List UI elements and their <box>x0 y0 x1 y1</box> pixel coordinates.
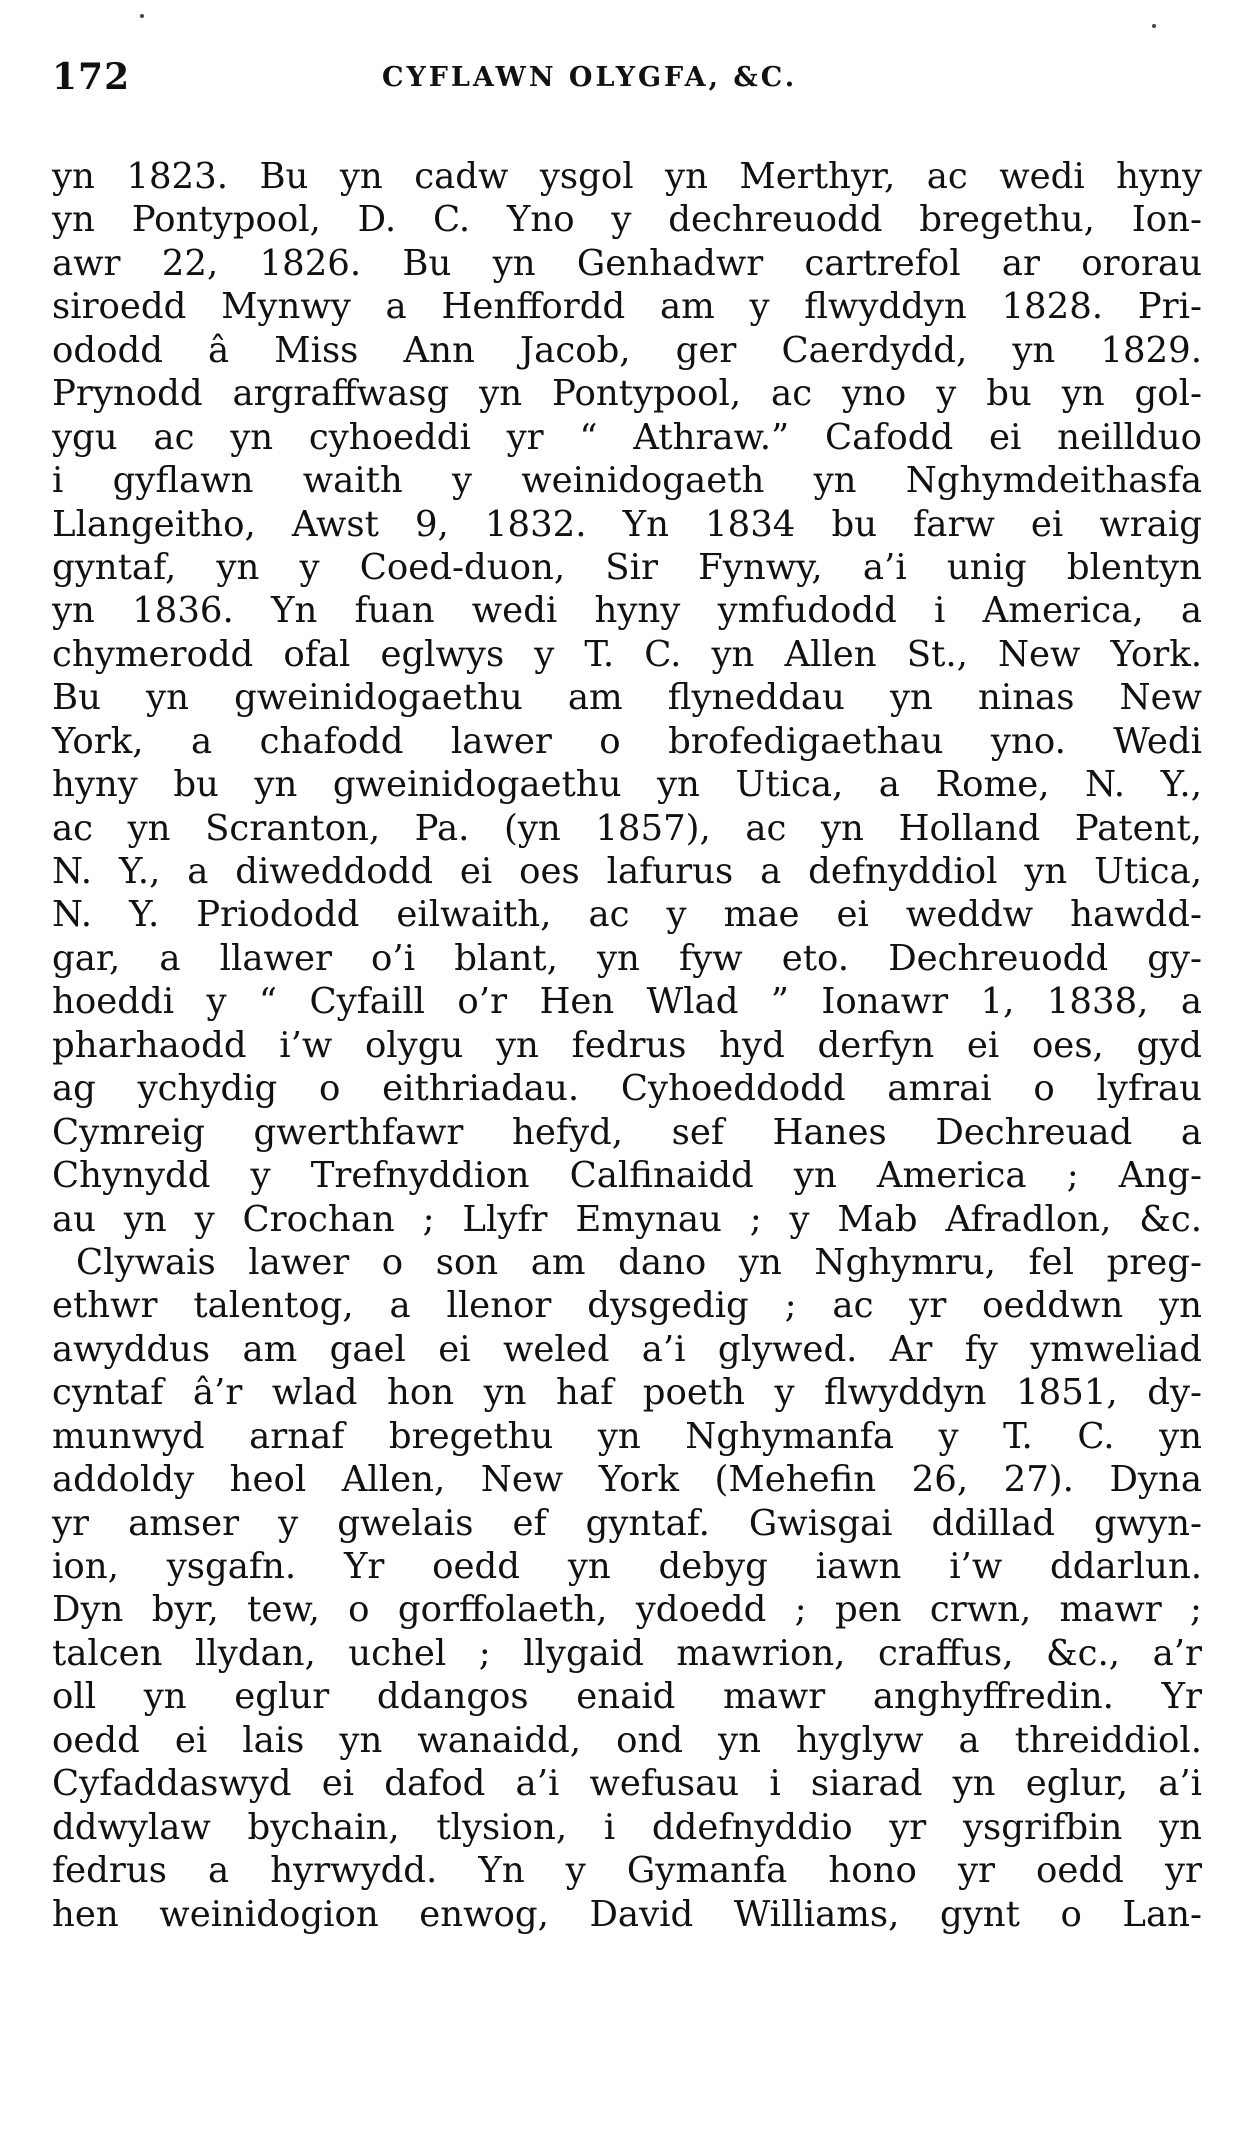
page-number: 172 <box>52 56 131 98</box>
print-speck <box>1152 24 1156 28</box>
text-line: pharhaodd i’w olygu yn fedrus hyd derfyn ei oes, gyd <box>52 1024 1202 1066</box>
running-title: CYFLAWN OLYGFA, &C. <box>382 62 798 93</box>
text-line: hen weinidogion enwog, David Williams, gynt o Lan- <box>52 1893 1202 1935</box>
text-line: ddwylaw bychain, tlysion, i ddefnyddio yr ysgrifbin yn <box>52 1806 1202 1848</box>
text-line: Llangeitho, Awst 9, 1832. Yn 1834 bu farw ei wraig <box>52 503 1202 545</box>
text-line: yn 1823. Bu yn cadw ysgol yn Merthyr, ac wedi hyny <box>52 156 1202 197</box>
text-line: yn 1836. Yn fuan wedi hyny ymfudodd i America, a <box>52 590 1202 632</box>
text-line: gyntaf, yn y Coed-duon, Sir Fynwy, a’i unig blentyn <box>52 546 1202 588</box>
text-line: i gyflawn waith y weinidogaeth yn Nghymdeithasfa <box>52 460 1202 502</box>
text-line: Bu yn gweinidogaethu am flyneddau yn ninas New <box>52 677 1202 719</box>
text-line: au yn y Crochan ; Llyfr Emynau ; y Mab Afradlon, &c. <box>52 1198 1202 1240</box>
text-line: awr 22, 1826. Bu yn Genhadwr cartrefol ar ororau <box>52 242 1202 284</box>
text-line: yr amser y gwelais ef gyntaf. Gwisgai ddillad gwyn- <box>52 1502 1202 1544</box>
text-line: Cymreig gwerthfawr hefyd, sef Hanes Dechreuad a <box>52 1111 1202 1153</box>
text-segment: ygu ac yn cyhoeddi yr “ Athraw.” Cafodd ei neillduo <box>52 416 1202 458</box>
text-line: ac yn Scranton, Pa. (yn 1857), ac yn Holland Patent, <box>52 807 1202 849</box>
text-line: awyddus am gael ei weled a’i glywed. Ar fy ymweliad <box>52 1328 1202 1370</box>
text-line: addoldy heol Allen, New York (Mehefin 26, 27). Dyna <box>52 1459 1202 1501</box>
text-line: York, a chafodd lawer o brofedigaethau yno. Wedi <box>52 720 1202 762</box>
print-speck <box>140 14 144 18</box>
text-line: gar, a llawer o’i blant, yn fyw eto. Dechreuodd gy- <box>52 937 1202 979</box>
text-line: Prynodd argraffwasg yn Pontypool, ac yno y bu yn gol- <box>52 373 1202 415</box>
text-line: oll yn eglur ddangos enaid mawr anghyffredin. Yr <box>52 1676 1202 1718</box>
text-line: ag ychydig o eithriadau. Cyhoeddodd amrai o lyfrau <box>52 1068 1202 1110</box>
text-line: hoeddi y “ Cyfaill o’r Hen Wlad ” Ionawr 1, 1838, a <box>52 981 1202 1023</box>
text-line: ion, ysgafn. Yr oedd yn debyg iawn i’w ddarlun. <box>52 1546 1202 1587</box>
text-line: yn Pontypool, D. C. Yno y dechreuodd bregethu, Ion- <box>52 199 1202 241</box>
text-line: hyny bu yn gweinidogaethu yn Utica, a Rome, N. Y., <box>52 764 1202 806</box>
text-line: talcen llydan, uchel ; llygaid mawrion, craffus, &c., a’r <box>52 1632 1202 1674</box>
text-line: chymerodd ofal eglwys y T. C. yn Allen St., New York. <box>52 633 1202 675</box>
text-line: Chynydd y Trefnyddion Calfinaidd yn America ; Ang- <box>52 1155 1202 1197</box>
paragraph-start-line: Clywais lawer o son am dano yn Nghymru, fel preg- <box>76 1241 1202 1283</box>
text-line: N. Y. Priododd eilwaith, ac y mae ei weddw hawdd- <box>52 894 1202 936</box>
body-text <box>52 155 1202 1936</box>
text-line: ododd â Miss Ann Jacob, ger Caerdydd, yn 1829. <box>52 329 1202 371</box>
text-line: N. Y., a diweddodd ei oes lafurus a defnyddiol yn Utica, <box>52 851 1202 892</box>
text-line: siroedd Mynwy a Henffordd am y flwyddyn 1828. Pri- <box>52 286 1202 328</box>
text-line <box>52 416 1202 459</box>
text-line: Dyn byr, tew, o gorffolaeth, ydoedd ; pen crwn, mawr ; <box>52 1589 1202 1631</box>
text-line: ethwr talentog, a llenor dysgedig ; ac yr oeddwn yn <box>52 1285 1202 1327</box>
text-line: munwyd arnaf bregethu yn Nghymanfa y T. C. yn <box>52 1415 1202 1457</box>
text-line: cyntaf â’r wlad hon yn haf poeth y flwyddyn 1851, dy- <box>52 1372 1202 1414</box>
text-line: Cyfaddaswyd ei dafod a’i wefusau i siarad yn eglur, a’i <box>52 1763 1202 1805</box>
text-line: fedrus a hyrwydd. Yn y Gymanfa hono yr oedd yr <box>52 1850 1202 1892</box>
running-head <box>52 56 1202 106</box>
text-line: oedd ei lais yn wanaidd, ond yn hyglyw a threiddiol. <box>52 1719 1202 1761</box>
